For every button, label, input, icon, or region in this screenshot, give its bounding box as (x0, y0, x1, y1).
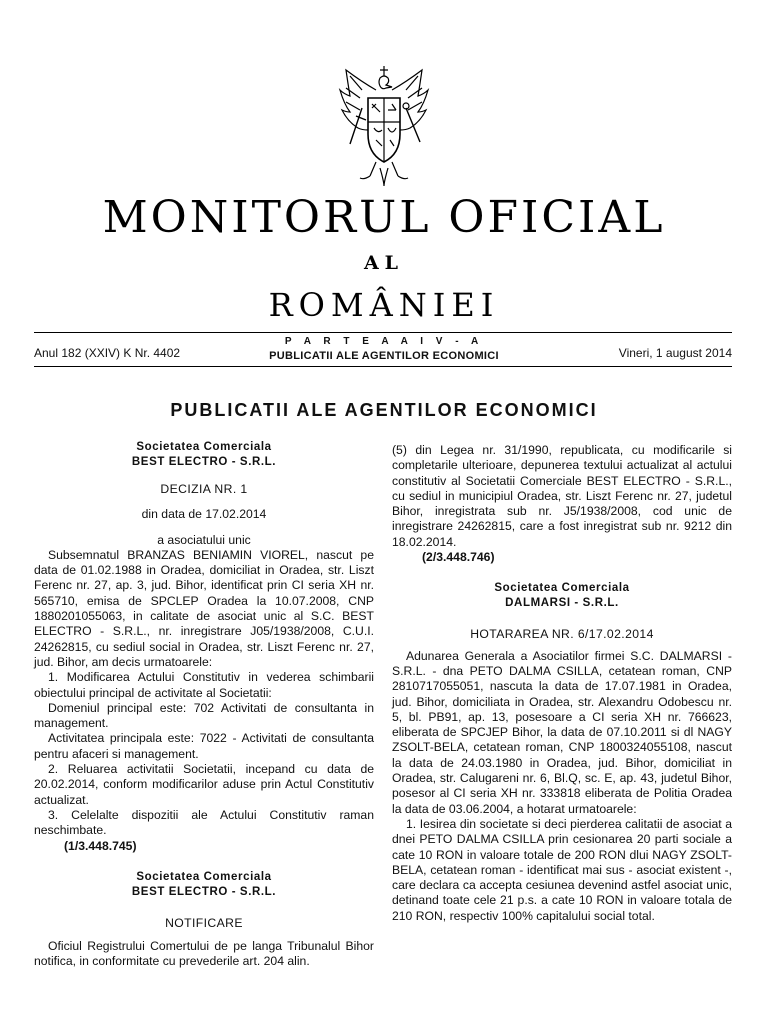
paragraph: (5) din Legea nr. 31/1990, republicata, cu modificarile si completarile ulterioare, depunerea textului actualizat al actului constitutiv al Societatii Comerciale BEST ELECTRO - S.R.L., cu sediul in municipiul Oradea, str. Liszt Ferenc nr. 27, judetul Bihor, inregistrata sub nr. J5/1938/2008, cod unic de inregistrare 24262815, care a fost inregistrat sub nr. 9212 din 18.02.2014. (392, 443, 732, 549)
part-label: P A R T E A A I V - A (284, 336, 484, 347)
part-subtitle: PUBLICATII ALE AGENTILOR ECONOMICI (269, 350, 499, 362)
paragraph: Adunarea Generala a Asociatilor firmei S.C. DALMARSI - S.R.L. - dna PETO DALMA CSILLA, cetatean roman, CNP 2810717055051, nascuta la data de 17.07.1981 in Oradea, jud. Bihor, domiciliata in Oradea, str. Alexandru Odobescu nr. 5, bl. PB91, ap. 13, posesoare a CI seria XH nr. 766623, eliberata de SPCJEP Bihor, la data de 07.10.2011 si dl NAGY ZSOLT-BELA, cetatean roman, CNP 1800324055108, nascut la data de 24.03.1980 in Oradea, jud. Bihor, domiciliat in Oradea, str. Calugareni nr. 6, Bl.Q, sc. E, ap. 43, judetul Bihor, posesor al CI seria XH nr. 333818 eliberata de Politia Oradea la data de 03.06.2004, a hotarat urmatoarele: (392, 648, 732, 816)
right-column (392, 443, 732, 924)
company-name: Societatea Comerciala (136, 441, 272, 453)
gazette-title: MONITORUL OFICIAL (102, 192, 666, 243)
paragraph: Activitatea principala este: 7022 - Activitati de consultanta pentru afaceri si management. (34, 731, 374, 761)
left-column (34, 440, 374, 970)
company-name-line2: DALMARSI - S.R.L. (505, 597, 619, 610)
document-title: NOTIFICARE (165, 915, 243, 930)
document-subtitle: a asociatului unic (157, 532, 251, 547)
company-name: Societatea Comerciala (494, 582, 630, 595)
document-title: HOTARAREA NR. 6/17.02.2014 (470, 627, 654, 642)
paragraph: 1. Modificarea Actului Constitutiv in vederea schimbarii obiectului principal de activitate al Societatii: (34, 670, 374, 700)
paragraph: Oficiul Registrului Comertului de pe langa Tribunalul Bihor notifica, in conformitate cu prevederile art. 204 alin. (34, 939, 374, 969)
issue-date: Vineri, 1 august 2014 (618, 346, 732, 360)
document-date: din data de 17.02.2014 (141, 507, 267, 522)
company-name-line2: BEST ELECTRO - S.R.L. (131, 456, 277, 468)
header-rule-top (34, 332, 732, 333)
gazette-title-al: AL (363, 252, 405, 274)
paragraph: Subsemnatul BRANZAS BENIAMIN VIOREL, nascut pe data de 01.02.1988 in Oradea, domiciliat in Oradea, str. Liszt Ferenc nr. 27, ap. 3, jud. Bihor, identificat prin CI seria XH nr. 565710, emisa de SPCLEP Oradea la 10.07.2008, CNP 1880201055063, in calitate de asociat unic al S.C. BEST ELECTRO - S.R.L., nr. inregistrare J05/1938/2008, C.U.I. 24262815, cu sediul social in Oradea, str. Liszt Ferenc nr. 27, jud. Bihor, am decis urmatoarele: (34, 547, 374, 669)
romanian-coat-of-arms-icon (336, 64, 432, 188)
publication-reference: (1/3.448.745) (64, 838, 137, 853)
issue-number: Anul 182 (XXIV) K Nr. 4402 (34, 346, 181, 360)
paragraph: 3. Celelalte dispozitii ale Actului Constitutiv raman neschimbate. (34, 807, 374, 838)
paragraph: 1. Iesirea din societate si deci pierderea calitatii de asociat a dnei PETO DALMA CSILLA prin cesionarea 20 parti sociale a cate 10 RON in valoare totale de 200 RON dlui NAGY ZSOLT-BELA, cetatean roman - identificat mai sus - asociat existent -, care declara ca accepta cesiunea devenind astfel asociat unic, detinand toate cele 21 p.s. a cate 10 RON in valoare totala de 210 RON, respectiv 100% capitalului social total. (392, 816, 732, 923)
paragraph: Domeniul principal este: 702 Activitati de consultanta in management. (34, 700, 374, 731)
header-rule-bottom (34, 366, 732, 367)
publication-reference: (2/3.448.746) (422, 550, 495, 565)
paragraph: 2. Reluarea activitatii Societatii, incepand cu data de 20.02.2014, conform modificarilor aduse prin Actul Constitutiv actualizat. (34, 762, 374, 807)
company-name-line2: BEST ELECTRO - S.R.L. (131, 885, 277, 898)
document-title: DECIZIA NR. 1 (160, 482, 248, 496)
company-name: Societatea Comerciala (136, 870, 272, 883)
gazette-country: ROMÂNIEI (268, 286, 500, 324)
section-banner: PUBLICATII ALE AGENTILOR ECONOMICI (170, 400, 598, 420)
